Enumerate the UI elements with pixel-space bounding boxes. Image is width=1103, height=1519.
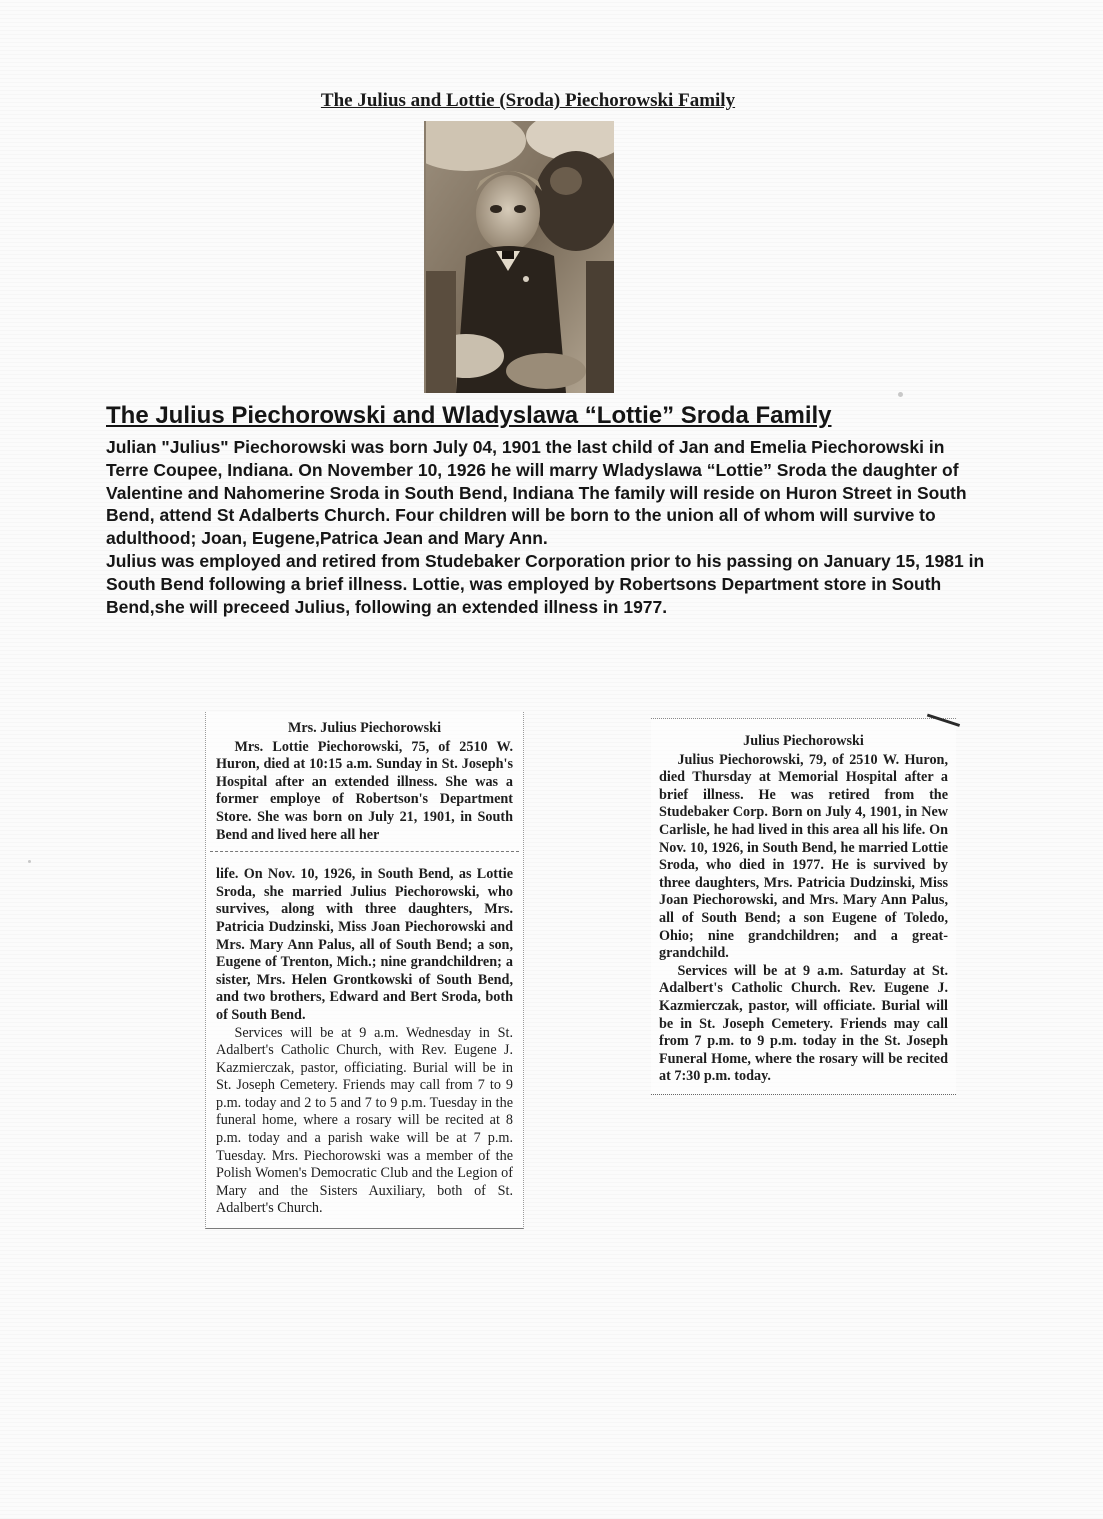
clipping-corner-mark xyxy=(927,704,963,727)
obituary-clipping-lottie xyxy=(205,712,524,1229)
family-heading: The Julius Piechorowski and Wladyslawa “Lottie” Sroda Family xyxy=(106,402,832,429)
paper-speck xyxy=(28,860,31,863)
family-photo-image xyxy=(426,121,614,393)
bio-paragraph-2: Julius was employed and retired from Studebaker Corporation prior to his passing on January 15, 1981 in South Bend following a brief illness. Lottie, was employed by Robertsons Department store in South Bend,she will preceed Julius, following an extended illness in 1977. xyxy=(106,550,985,617)
clipping-paragraph: Julius Piechorowski, 79, of 2510 W. Huron, died Thursday at Memorial Hospital after a brief illness. He was retired from the Studebaker Corp. Born on July 4, 1901, in New Carlisle, he had lived in this area all his life. On Nov. 10, 1926, in South Bend, he married Lottie Sroda, who died in 1977. He is survived by three daughters, Mrs. Patricia Dudzinski, Miss Joan Piechorowski, and Mrs. Mary Ann Palus, all of South Bend; a son Eugene of Toledo, Ohio; nine grandchildren; and a great-grandchild. xyxy=(659,751,948,962)
family-photo xyxy=(424,121,614,393)
clipping-seam xyxy=(210,851,519,856)
paper-speck xyxy=(898,392,903,397)
clipping-paragraph: Services will be at 9 a.m. Saturday at St. Adalbert's Catholic Church. Rev. Eugene J. Kazmierczak, pastor, will officiate. Burial will be in St. Joseph Cemetery. Friends may call from 7 p.m. to 9 p.m. today in the St. Joseph Funeral Home, where the rosary will be recited at 7:30 p.m. today. xyxy=(659,962,948,1085)
obituary-clipping-julius xyxy=(651,718,956,1095)
clipping-paragraph: life. On Nov. 10, 1926, in South Bend, as Lottie Sroda, she married Julius Piechorowski, who survives, along with three daughters, Mrs. Patricia Dudzinski, Miss Joan Piechorowski and Mrs. Mary Ann Palus, all of South Bend; a son, Eugene of Trenton, Mich.; nine grandchildren; a sister, Mrs. Helen Grontkowski of South Bend, and two brothers, Edward and Bert Sroda, both of South Bend. xyxy=(216,866,513,1023)
clipping-title: Julius Piechorowski xyxy=(743,733,864,749)
bio-paragraph-1: Julian "Julius" Piechorowski was born July 04, 1901 the last child of Jan and Emelia Piechorowski in Terre Coupee, Indiana. On November 10, 1926 he will marry Wladyslawa “Lottie” Sroda the daughter of Valentine and Nahomerine Sroda in South Bend, Indiana The family will reside on Huron Street in South Bend, attend St Adalberts Church. Four children will be born to the union all of whom will survive to adulthood; Joan, Eugene,Patrica Jean and Mary Ann. xyxy=(106,437,967,549)
clipping-title: Mrs. Julius Piechorowski xyxy=(287,720,442,736)
biography xyxy=(106,436,986,618)
clipping-paragraph: Services will be at 9 a.m. Wednesday in St. Adalbert's Catholic Church, with Rev. Eugene J. Kazmierczak, pastor, officiating. Burial will be in St. Joseph Cemetery. Friends may call from 7 to 9 p.m. today and 2 to 5 and 7 to 9 p.m. Tuesday in the funeral home, where a rosary will be recited at 8 p.m. today and a parish wake will be at 7 p.m. Tuesday. Mrs. Piechorowski was a member of the Polish Women's Democratic Club and the Legion of Mary and the Sisters Auxiliary, both of St. Adalbert's Church. xyxy=(216,1024,513,1217)
clipping-paragraph: Mrs. Lottie Piechorowski, 75, of 2510 W. Huron, died at 10:15 a.m. Sunday in St. Joseph's Hospital after an extended illness. She was a former employe of Robertson's Department Store. She was born on July 21, 1901, in South Bend and lived here all her xyxy=(216,738,513,843)
page-title: The Julius and Lottie (Sroda) Piechorowski Family xyxy=(320,90,736,111)
